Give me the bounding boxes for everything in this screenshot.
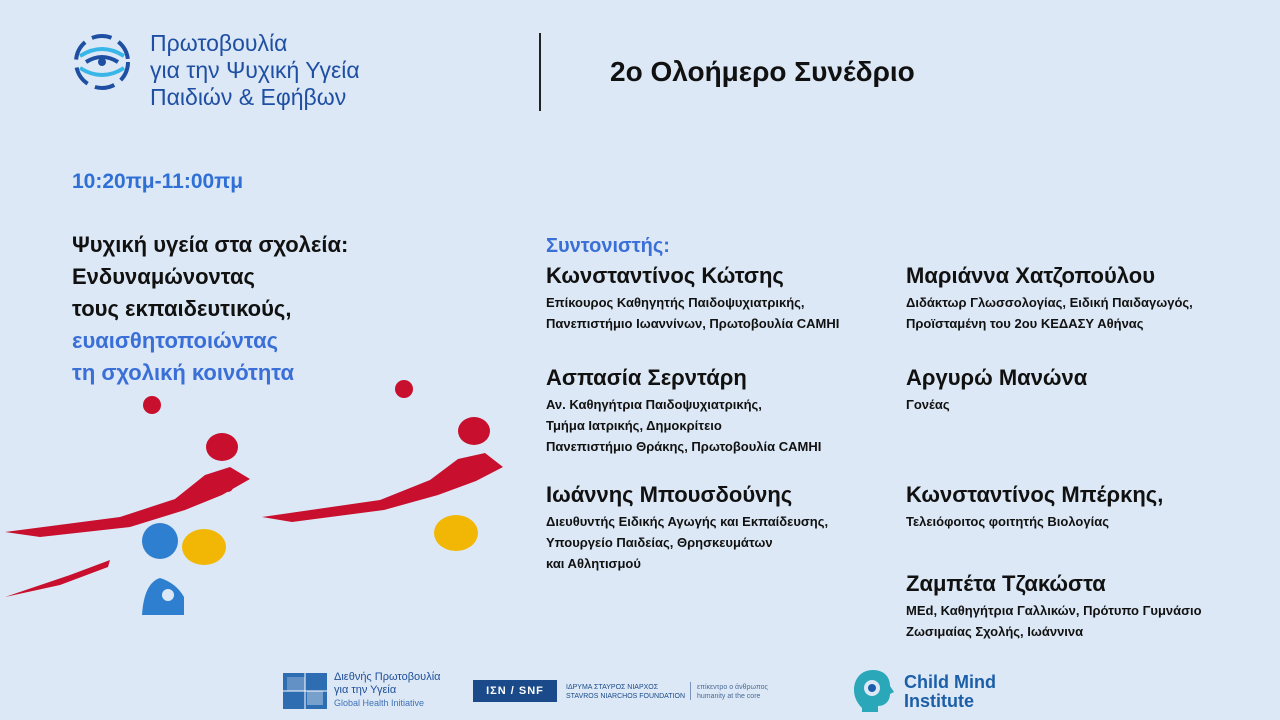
speaker-role-line: Αν. Καθηγήτρια Παιδοψυχιατρικής, <box>546 397 762 412</box>
speaker-role-line: Γονέας <box>906 397 950 412</box>
cmi-line: Child Mind <box>904 672 996 692</box>
speaker-role <box>906 292 1193 334</box>
ghi-line: για την Υγεία <box>334 684 397 696</box>
speaker-card <box>906 481 1163 532</box>
speaker-role-line: Τελειόφοιτος φοιτητής Βιολογίας <box>906 514 1109 529</box>
snf-tag-line: επίκεντρο ο άνθρωπος <box>697 684 768 691</box>
speaker-role-line: Πανεπιστήμιο Θράκης, Πρωτοβουλία CAMHI <box>546 439 822 454</box>
global-health-initiative-text <box>334 671 441 710</box>
speaker-role-line: Πανεπιστήμιο Ιωαννίνων, Πρωτοβουλία CAMHI <box>546 316 840 331</box>
speaker-role <box>906 394 1087 415</box>
speaker-role-line: και Αθλητισμού <box>546 556 641 571</box>
org-name-line: Πρωτοβουλία <box>150 30 288 56</box>
snf-divider <box>690 682 691 700</box>
title-highlight-line: τη σχολική κοινότητα <box>72 360 295 385</box>
speaker-role <box>546 511 828 574</box>
speaker-card <box>546 262 839 334</box>
speaker-card <box>906 262 1193 334</box>
organization-name <box>150 30 450 111</box>
ghi-subtitle: Global Health Initiative <box>334 698 425 708</box>
initiative-logo-icon <box>72 32 132 92</box>
event-title: 2ο Ολοήμερο Συνέδριο <box>610 56 915 87</box>
snf-logo-mark: ΙΣΝ / SNF <box>473 680 557 702</box>
session-title <box>72 229 512 389</box>
speaker-name: Μαριάννα Χατζοπούλου <box>906 263 1156 288</box>
speaker-name: Ασπασία Σερντάρη <box>546 365 747 390</box>
org-name-line: Παιδιών & Εφήβων <box>150 84 347 110</box>
speaker-name: Κωνσταντίνος Μπέρκης, <box>906 482 1164 507</box>
speaker-role <box>546 292 839 334</box>
speaker-name: Κωνσταντίνος Κώτσης <box>546 263 784 288</box>
session-time: 10:20πμ-11:00πμ <box>72 170 244 193</box>
speaker-card <box>906 364 1087 415</box>
speaker-card <box>546 481 828 574</box>
snf-tagline <box>697 683 768 701</box>
snf-line: ΙΔΡΥΜΑ ΣΤΑΥΡΟΣ ΝΙΑΡΧΟΣ <box>566 684 659 691</box>
snf-tag-line: humanity at the core <box>697 693 761 700</box>
speaker-role <box>546 394 821 457</box>
snf-line: STAVROS NIARCHOS FOUNDATION <box>566 693 686 700</box>
speaker-role-line: Διευθυντής Ειδικής Αγωγής και Εκπαίδευσης, <box>546 514 829 529</box>
child-mind-institute-logo-icon <box>852 668 894 712</box>
snf-name <box>566 683 685 701</box>
cmi-line: Institute <box>904 691 974 711</box>
speaker-role <box>906 511 1163 532</box>
speaker-role-line: MEd, Καθηγήτρια Γαλλικών, Πρότυπο Γυμνάσιο <box>906 603 1202 618</box>
speaker-role-line: Υπουργείο Παιδείας, Θρησκευμάτων <box>546 535 773 550</box>
org-name-line: για την Ψυχική Υγεία <box>150 57 360 83</box>
title-highlight-line: ευαισθητοποιώντας <box>72 328 279 353</box>
moderator-label: Συντονιστής: <box>546 235 670 257</box>
speaker-card <box>906 570 1202 642</box>
speaker-card <box>546 364 821 457</box>
paint-splash-illustration <box>0 375 520 620</box>
speaker-role-line: Προϊσταμένη του 2ου ΚΕΔΑΣΥ Αθήνας <box>906 316 1144 331</box>
header-divider <box>539 33 541 111</box>
title-line: Ενδυναμώνοντας <box>72 264 255 289</box>
speaker-name: Ζαμπέτα Τζακώστα <box>906 571 1106 596</box>
speaker-role-line: Επίκουρος Καθηγητής Παιδοψυχιατρικής, <box>546 295 805 310</box>
child-mind-institute-text <box>904 673 996 711</box>
title-line: τους εκπαιδευτικούς, <box>72 296 292 321</box>
speaker-role <box>906 600 1202 642</box>
speaker-name: Αργυρώ Μανώνα <box>906 365 1088 390</box>
speaker-name: Ιωάννης Μπουσδούνης <box>546 482 793 507</box>
speaker-role-line: Τμήμα Ιατρικής, Δημοκρίτειο <box>546 418 722 433</box>
ghi-line: Διεθνής Πρωτοβουλία <box>334 671 441 683</box>
speaker-role-line: Διδάκτωρ Γλωσσολογίας, Ειδική Παιδαγωγός, <box>906 295 1193 310</box>
global-health-initiative-logo-icon <box>283 673 327 709</box>
speaker-role-line: Ζωσιμαίας Σχολής, Ιωάννινα <box>906 624 1084 639</box>
title-line: Ψυχική υγεία στα σχολεία: <box>72 232 349 257</box>
